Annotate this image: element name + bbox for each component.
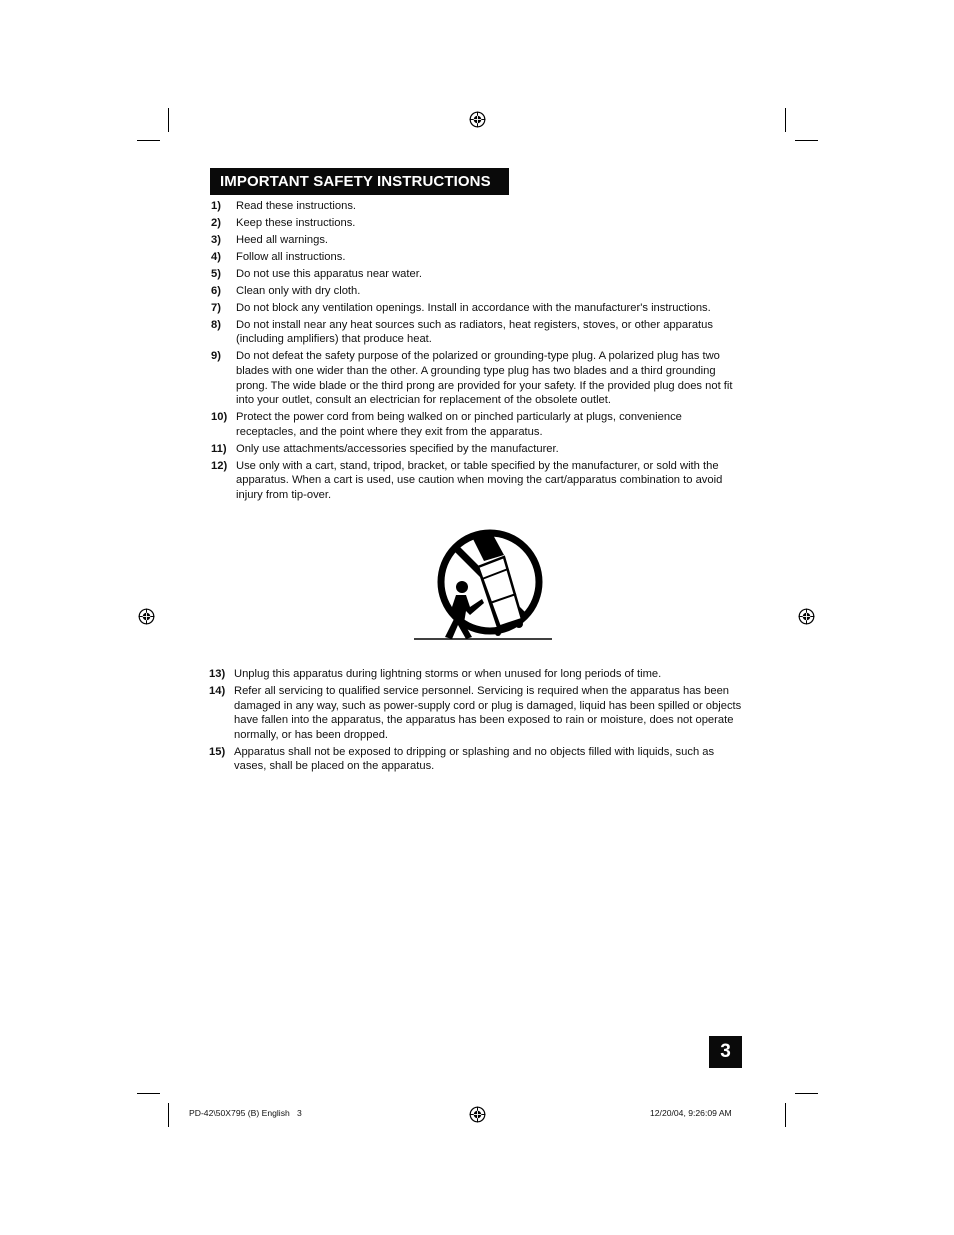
list-item xyxy=(211,349,745,407)
item-number: 3) xyxy=(211,233,221,246)
crop-mark-top-right-vertical xyxy=(785,108,786,132)
list-item xyxy=(209,745,745,774)
item-text: Keep these instructions. xyxy=(236,216,356,229)
item-text: Do not defeat the safety purpose of the polarized or grounding-type plug. A polarized plug has two blades with one wider than the other. A grounding type plug has two blades and a third grounding prong. The wide blade or the third prong are provided for your safety. If the provided plug does not fit into your outlet, consult an electrician for replacement of the obsolete outlet. xyxy=(236,350,733,407)
list-item xyxy=(211,410,745,439)
list-item xyxy=(211,459,745,503)
list-item xyxy=(211,284,745,299)
item-number: 9) xyxy=(211,350,221,363)
crop-mark-bottom-left-vertical xyxy=(168,1103,169,1127)
item-text: Only use attachments/accessories specified by the manufacturer. xyxy=(236,442,559,455)
list-item xyxy=(211,216,745,231)
item-text: Refer all servicing to qualified service personnel. Servicing is required when the apparatus has been damaged in any way, such as power-supply cord or plug is damaged, liquid has been spilled or objects have fallen into the apparatus, the apparatus has been exposed to rain or moisture, does not operate normally, or has been dropped. xyxy=(234,684,742,741)
crop-mark-top-right-horizontal xyxy=(795,140,818,141)
crop-mark-bottom-right-vertical xyxy=(785,1103,786,1127)
item-text: Heed all warnings. xyxy=(236,233,329,246)
list-item xyxy=(211,199,745,214)
list-item xyxy=(211,250,745,265)
list-item xyxy=(211,318,745,347)
registration-mark-icon xyxy=(138,608,155,625)
item-text: Read these instructions. xyxy=(236,200,357,212)
instruction-list xyxy=(209,667,745,776)
item-number: 13) xyxy=(209,668,226,680)
item-text: Do not block any ventilation openings. Install in accordance with the manufacturer's instructions. xyxy=(236,301,711,314)
registration-mark-icon xyxy=(798,608,815,625)
item-number: 14) xyxy=(209,684,226,697)
item-number: 12) xyxy=(211,459,228,472)
item-number: 1) xyxy=(211,200,221,212)
item-number: 15) xyxy=(209,745,226,758)
registration-mark-icon xyxy=(469,1106,486,1123)
list-item xyxy=(211,442,745,457)
item-number: 2) xyxy=(211,216,221,229)
item-number: 6) xyxy=(211,284,221,297)
item-text: Protect the power cord from being walked on or pinched particularly at plugs, convenience receptacles, and the point where they exit from the apparatus. xyxy=(236,411,682,438)
crop-mark-top-left-horizontal xyxy=(137,140,160,141)
item-text: Unplug this apparatus during lightning storms or when unused for long periods of time. xyxy=(234,668,662,680)
crop-mark-top-left-vertical xyxy=(168,108,169,132)
item-number: 4) xyxy=(211,250,221,263)
item-text: Clean only with dry cloth. xyxy=(236,284,361,297)
list-item xyxy=(211,301,745,316)
item-number: 5) xyxy=(211,267,221,280)
item-text: Follow all instructions. xyxy=(236,250,346,263)
list-item xyxy=(211,233,745,248)
crop-mark-bottom-left-horizontal xyxy=(137,1093,160,1094)
footer-timestamp: 12/20/04, 9:26:09 AM xyxy=(650,1108,732,1118)
footer-file-info: PD-42\50X795 (B) English 3 xyxy=(189,1108,302,1118)
item-text: Do not use this apparatus near water. xyxy=(236,267,422,280)
item-number: 11) xyxy=(211,442,227,455)
cart-tip-over-warning-icon xyxy=(412,527,554,643)
list-item xyxy=(209,667,745,682)
section-title: IMPORTANT SAFETY INSTRUCTIONS xyxy=(210,168,509,195)
item-text: Do not install near any heat sources such as radiators, heat registers, stoves, or other apparatus (including amplifiers) that produce heat. xyxy=(236,318,713,346)
registration-mark-icon xyxy=(469,111,486,128)
item-text: Apparatus shall not be exposed to dripping or splashing and no objects filled with liquids, such as vases, shall be placed on the apparatus. xyxy=(234,745,715,773)
instruction-list xyxy=(211,199,745,505)
crop-mark-bottom-right-horizontal xyxy=(795,1093,818,1094)
list-item xyxy=(211,267,745,282)
item-number: 10) xyxy=(211,411,228,424)
page-number: 3 xyxy=(709,1036,742,1068)
item-number: 8) xyxy=(211,318,221,331)
item-text: Use only with a cart, stand, tripod, bracket, or table specified by the manufacturer, or sold with the apparatus. When a cart is used, use caution when moving the cart/apparatus combination to avoid injury from tip-over. xyxy=(236,459,723,501)
list-item xyxy=(209,684,745,742)
item-number: 7) xyxy=(211,301,221,314)
